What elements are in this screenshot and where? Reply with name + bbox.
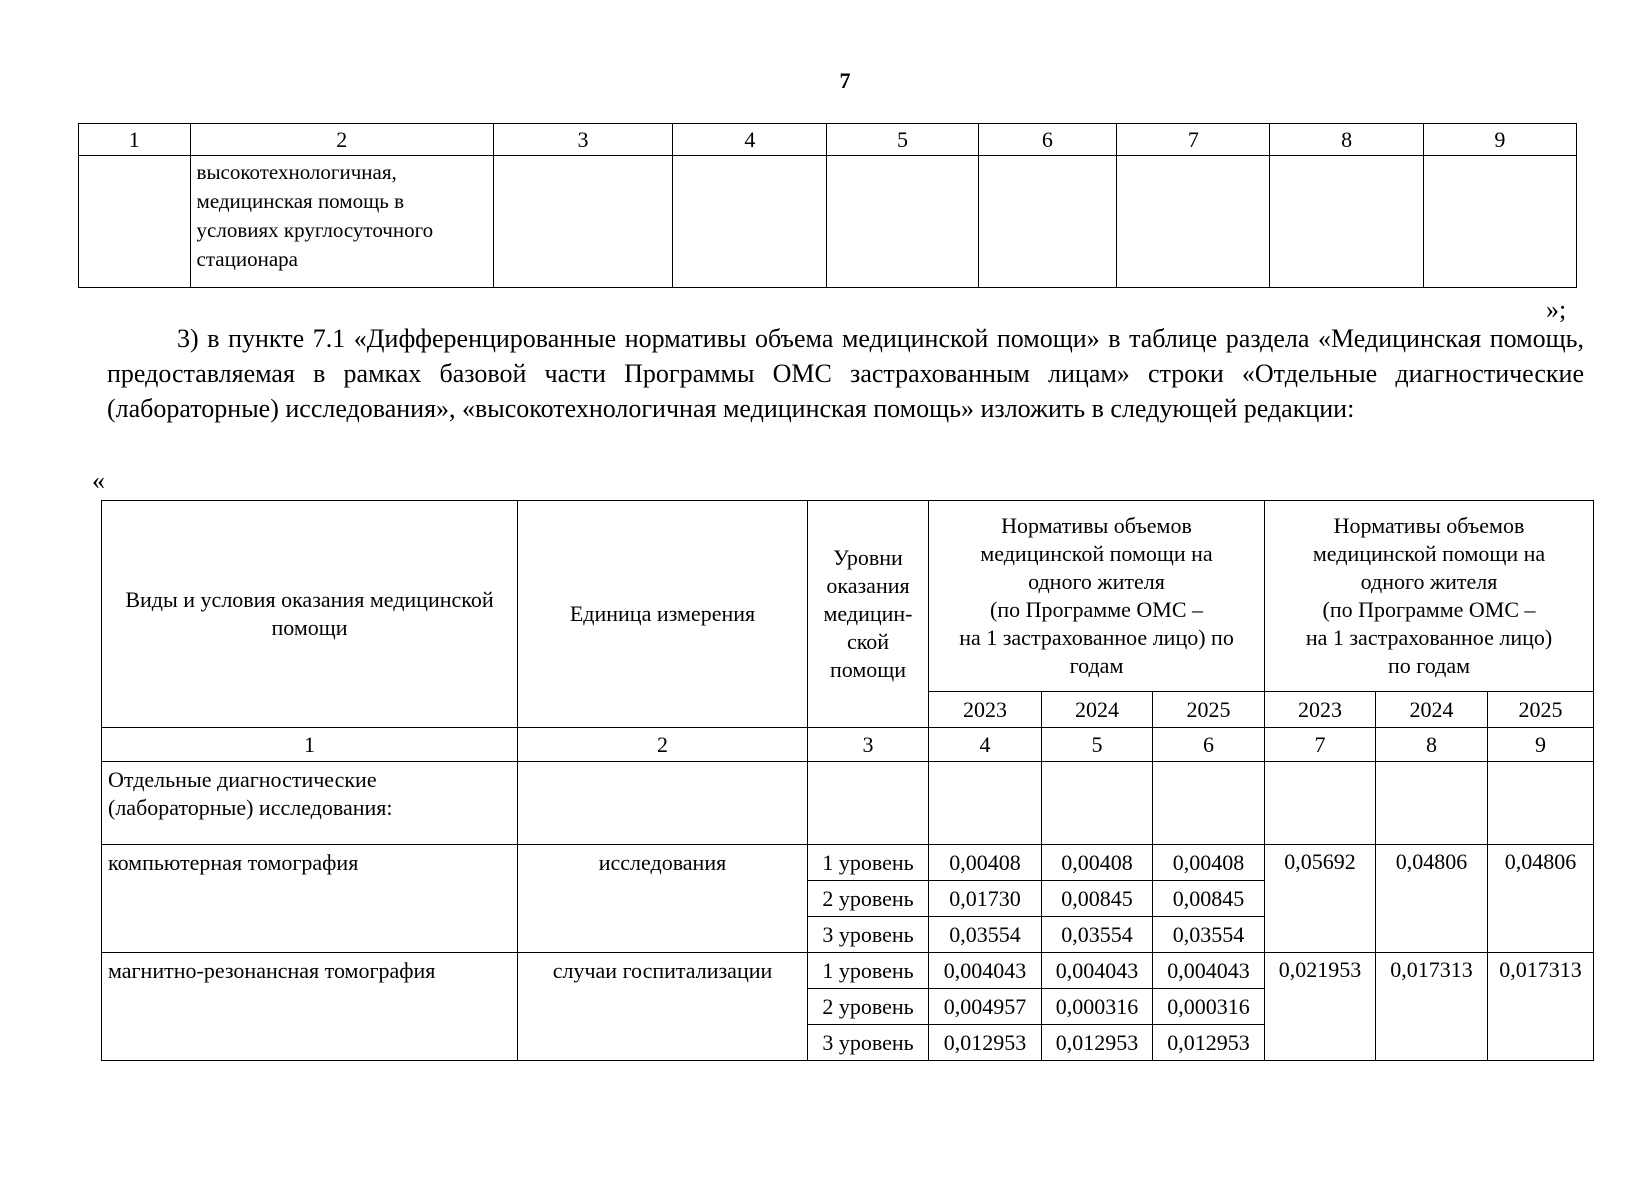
level-label: 2 уровень	[808, 989, 929, 1025]
column-number: 9	[1423, 124, 1576, 156]
year-header: 2024	[1042, 692, 1153, 728]
total-cell: 0,04806	[1488, 845, 1594, 953]
value-cell: 0,012953	[929, 1025, 1042, 1061]
value-cell: 0,012953	[1153, 1025, 1265, 1061]
column-number: 4	[673, 124, 827, 156]
column-number-row	[102, 728, 1594, 762]
column-number: 2	[518, 728, 808, 762]
column-number: 5	[827, 124, 978, 156]
total-cell: 0,021953	[1265, 953, 1376, 1061]
column-number: 4	[929, 728, 1042, 762]
value-cell: 0,000316	[1153, 989, 1265, 1025]
value-cell: 0,012953	[1042, 1025, 1153, 1061]
column-number: 7	[1265, 728, 1376, 762]
value-cell: 0,00845	[1042, 881, 1153, 917]
column-number: 3	[493, 124, 672, 156]
header-row	[102, 501, 1594, 692]
value-cell: 0,004043	[1042, 953, 1153, 989]
value-cell: 0,01730	[929, 881, 1042, 917]
section-row	[102, 762, 1594, 845]
year-header: 2023	[1265, 692, 1376, 728]
column-number: 1	[102, 728, 518, 762]
amendment-paragraph: 3) в пункте 7.1 «Дифференцированные нормативы объема медицинской помощи» в таблице раздела «Медицинская помощь, предоставляемая в рамках базовой части Программы ОМС застрахованным лицам» строки «Отдельные диагностические (лабораторные) исследования», «высокотехнологичная медицинская помощь» изложить в следующей редакции:	[107, 324, 1584, 423]
value-cell: 0,00408	[1042, 845, 1153, 881]
level-label: 1 уровень	[808, 845, 929, 881]
header-norms-group-1: Нормативы объемов медицинской помощи на одного жителя (по Программе ОМС – на 1 застрахованное лицо) по годам	[929, 501, 1265, 692]
total-cell: 0,05692	[1265, 845, 1376, 953]
column-number: 5	[1042, 728, 1153, 762]
table-row	[102, 953, 1594, 989]
norms-table	[101, 500, 1594, 1061]
value-cell: 0,03554	[929, 917, 1042, 953]
column-number: 7	[1117, 124, 1270, 156]
column-number: 9	[1488, 728, 1594, 762]
value-cell: 0,00408	[1153, 845, 1265, 881]
level-label: 2 уровень	[808, 881, 929, 917]
continuation-table	[78, 123, 1577, 288]
level-label: 1 уровень	[808, 953, 929, 989]
row-name: компьютерная томография	[102, 845, 518, 953]
value-cell: 0,004043	[1153, 953, 1265, 989]
year-header: 2024	[1376, 692, 1488, 728]
total-cell: 0,017313	[1376, 953, 1488, 1061]
column-number-row	[79, 124, 1577, 156]
page-number: 7	[839, 68, 851, 93]
value-cell: 0,004043	[929, 953, 1042, 989]
header-levels: Уровни оказания медицин- ской помощи	[808, 501, 929, 728]
row-name: магнитно-резонансная томография	[102, 953, 518, 1061]
column-number: 6	[1153, 728, 1265, 762]
year-header: 2025	[1153, 692, 1265, 728]
value-cell: 0,004957	[929, 989, 1042, 1025]
total-cell: 0,017313	[1488, 953, 1594, 1061]
table-row	[102, 845, 1594, 881]
closing-quote: »;	[1546, 295, 1567, 324]
row-unit: исследования	[518, 845, 808, 953]
column-number: 6	[978, 124, 1117, 156]
level-label: 3 уровень	[808, 1025, 929, 1061]
column-number: 1	[79, 124, 191, 156]
section-label: Отдельные диагностические (лабораторные) исследования:	[102, 762, 518, 845]
header-unit: Единица измерения	[518, 501, 808, 728]
column-number: 8	[1376, 728, 1488, 762]
value-cell: 0,00845	[1153, 881, 1265, 917]
header-kinds-of-care: Виды и условия оказания медицинской помощи	[102, 501, 518, 728]
value-cell: 0,03554	[1153, 917, 1265, 953]
value-cell: 0,000316	[1042, 989, 1153, 1025]
row-unit: случаи госпитализации	[518, 953, 808, 1061]
column-number: 2	[190, 124, 493, 156]
row-label: высокотехнологичная, медицинская помощь в условиях круглосуточного стационара	[190, 156, 493, 288]
table-row	[79, 156, 1577, 288]
total-cell: 0,04806	[1376, 845, 1488, 953]
header-norms-group-2: Нормативы объемов медицинской помощи на одного жителя (по Программе ОМС – на 1 застрахованное лицо) по годам	[1265, 501, 1594, 692]
level-label: 3 уровень	[808, 917, 929, 953]
column-number: 3	[808, 728, 929, 762]
value-cell: 0,03554	[1042, 917, 1153, 953]
year-header: 2023	[929, 692, 1042, 728]
column-number: 8	[1270, 124, 1423, 156]
year-header: 2025	[1488, 692, 1594, 728]
opening-quote: «	[92, 466, 105, 495]
value-cell: 0,00408	[929, 845, 1042, 881]
